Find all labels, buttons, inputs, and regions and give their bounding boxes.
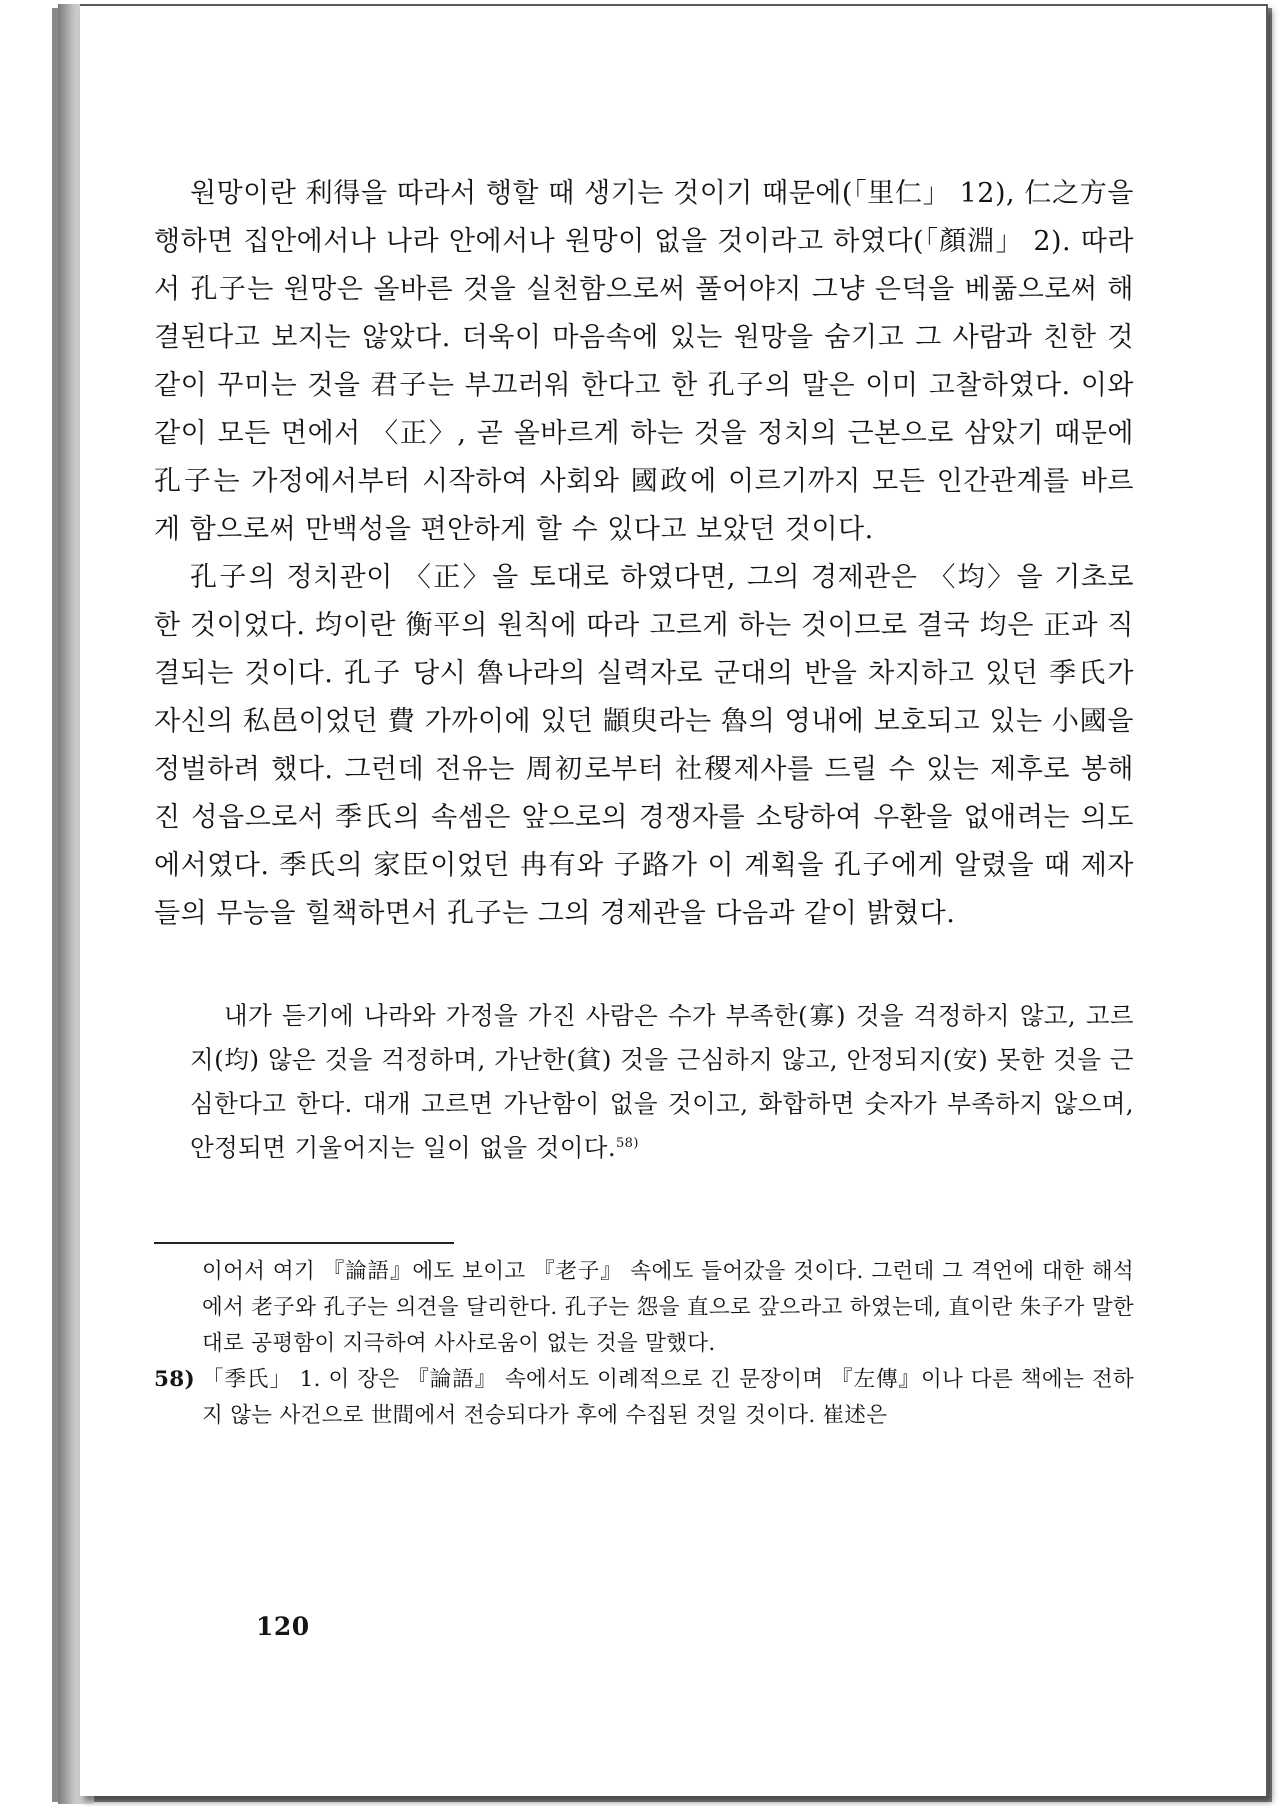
page-content — [154, 170, 1134, 1434]
footnotes — [154, 1254, 1134, 1434]
footnote-continuation: 이어서 여기 『論語』에도 보이고 『老子』 속에도 들어갔을 것이다. 그런데 그 격언에 대한 해석에서 老子와 孔子는 의견을 달리한다. 孔子는 怨을 直으로 갚으라고 하였는데, 直이란 朱子가 말한 대로 공평함이 지극하여 사사로움이 없는 것을 말했다. — [202, 1259, 1134, 1356]
page-number: 120 — [256, 1612, 310, 1641]
footnote-divider — [154, 1242, 454, 1244]
footnote-reference: 58) — [616, 1135, 639, 1151]
footnote-item — [154, 1362, 1134, 1434]
body-paragraph-1: 원망이란 利得을 따라서 행할 때 생기는 것이기 때문에(「里仁」 12), 仁之方을 행하면 집안에서나 나라 안에서나 원망이 없을 것이라고 하였다(「顏淵」 2). 따라서 孔子는 원망은 올바른 것을 실천함으로써 풀어야지 그냥 은덕을 베풂으로써 해결된다고 보지는 않았다. 더욱이 마음속에 있는 원망을 숨기고 그 사람과 친한 것같이 꾸미는 것을 君子는 부끄러워 한다고 한 孔子의 말은 이미 고찰하였다. 이와 같이 모든 면에서 〈正〉, 곧 올바르게 하는 것을 정치의 근본으로 삼았기 때문에 孔子는 가정에서부터 시작하여 사회와 國政에 이르기까지 모든 인간관계를 바르게 함으로써 만백성을 편안하게 할 수 있다고 보았던 것이다. — [154, 178, 1134, 545]
block-quote — [190, 994, 1134, 1170]
body-paragraph-2: 孔子의 정치관이 〈正〉을 토대로 하였다면, 그의 경제관은 〈均〉을 기초로 한 것이었다. 均이란 衡平의 원칙에 따라 고르게 하는 것이므로 결국 均은 正과 직결되는 것이다. 孔子 당시 魯나라의 실력자로 군대의 반을 차지하고 있던 季氏가 자신의 私邑이었던 費 가까이에 있던 顓臾라는 魯의 영내에 보호되고 있는 小國을 정벌하려 했다. 그런데 전유는 周初로부터 社稷제사를 드릴 수 있는 제후로 봉해진 성읍으로서 季氏의 속셈은 앞으로의 경쟁자를 소탕하여 우환을 없애려는 의도에서였다. 季氏의 家臣이었던 冉有와 子路가 이 계획을 孔子에게 알렸을 때 제자들의 무능을 힐책하면서 孔子는 그의 경제관을 다음과 같이 밝혔다. — [154, 562, 1134, 929]
footnote-number: 58) — [154, 1367, 195, 1392]
block-quote-text: 내가 듣기에 나라와 가정을 가진 사람은 수가 부족한(寡) 것을 걱정하지 않고, 고르지(均) 않은 것을 걱정하며, 가난한(貧) 것을 근심하지 않고, 안정되지(安) 못한 것을 근심한다고 한다. 대개 고르면 가난함이 없을 것이고, 화합하면 숫자가 부족하지 않으며, 안정되면 기울어지는 일이 없을 것이다. — [190, 1001, 1134, 1162]
footnote-text: 「季氏」 1. 이 장은 『論語』 속에서도 이례적으로 긴 문장이며 『左傳』이나 다른 책에는 전하지 않는 사건으로 世間에서 전승되다가 후에 수집된 것일 것이다. 崔述은 — [202, 1367, 1134, 1428]
